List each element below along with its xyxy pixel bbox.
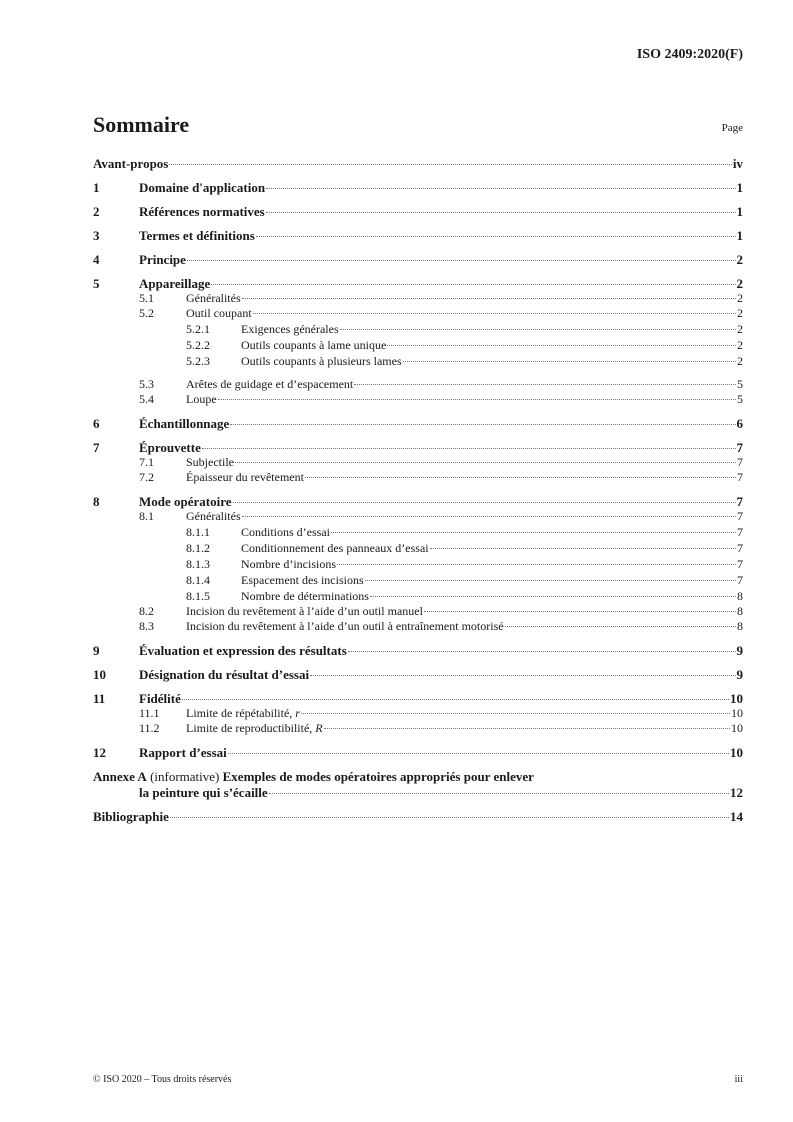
section-number: 10 [93, 667, 106, 682]
section-title: Nombre d’incisions [241, 557, 336, 571]
dot-leader [301, 713, 730, 714]
section-page: 10 [730, 691, 743, 706]
section-title: Exigences générales [241, 322, 339, 336]
toc-entry[interactable] [93, 524, 743, 540]
annex-page: 12 [730, 785, 743, 800]
section-page: 2 [737, 291, 743, 305]
section-page: 2 [736, 276, 743, 291]
toc-entry[interactable] [93, 392, 743, 407]
section-number: 7.2 [139, 470, 154, 484]
section-title: Références normatives [139, 204, 265, 219]
toc-entry[interactable] [93, 706, 743, 721]
section-title: Évaluation et expression des résultats [139, 643, 347, 658]
section-number: 7 [93, 440, 100, 455]
bibliography-page: 14 [730, 809, 743, 824]
section-title: Outil coupant [186, 306, 252, 320]
dot-leader [266, 212, 736, 213]
document-id: ISO 2409:2020(F) [636, 47, 743, 62]
section-page: 2 [737, 354, 743, 368]
dot-leader [228, 753, 729, 754]
section-title-symbol: R [315, 721, 323, 735]
section-page: 7 [736, 494, 743, 509]
dot-leader [310, 675, 735, 676]
section-title: Subjectile [186, 455, 234, 469]
toc-entry[interactable] [93, 556, 743, 572]
section-title: Échantillonnage [139, 416, 230, 431]
dot-leader [387, 345, 736, 346]
dot-leader [354, 384, 736, 385]
section-page: 5 [737, 392, 743, 406]
section-number: 8.3 [139, 619, 154, 633]
section-page: 2 [737, 322, 743, 336]
toc-entry[interactable] [93, 667, 743, 682]
section-page: 10 [731, 721, 743, 735]
section-title: Outils coupants à plusieurs lames [241, 354, 402, 368]
section-number: 8.1.5 [186, 589, 210, 603]
dot-leader [324, 728, 730, 729]
dot-leader [218, 399, 736, 400]
footer-copyright: © ISO 2020 – Tous droits réservés [93, 1074, 232, 1085]
section-number: 5.2.2 [186, 338, 210, 352]
section-title: Loupe [186, 392, 217, 406]
section-title: Outils coupants à lame unique [241, 338, 387, 352]
dot-leader [370, 596, 736, 597]
toc-entry-bibliography[interactable] [93, 809, 743, 824]
toc-entry[interactable] [93, 291, 743, 306]
section-title: Conditionnement des panneaux d’essai [241, 541, 429, 555]
section-title-symbol: r [295, 706, 300, 720]
section-page: iv [732, 156, 743, 171]
dot-leader [233, 502, 736, 503]
toc-entry[interactable] [93, 337, 743, 353]
section-page: 10 [730, 745, 743, 760]
dot-leader [331, 532, 736, 533]
section-number: 8.1 [139, 509, 154, 523]
toc-entry[interactable] [93, 721, 743, 736]
toc-entry[interactable] [93, 540, 743, 556]
section-title: Arêtes de guidage et d’espacement [186, 377, 354, 391]
section-page: 1 [736, 204, 743, 219]
section-title: Limite de répétabilité, r [186, 706, 300, 720]
page-title: Sommaire [93, 112, 190, 137]
section-number: 12 [93, 745, 106, 760]
section-title: Fidélité [139, 691, 181, 706]
dot-leader [348, 651, 736, 652]
section-number: 5.4 [139, 392, 154, 406]
section-page: 7 [737, 455, 743, 469]
section-number: 5.3 [139, 377, 154, 391]
section-title: Conditions d’essai [241, 525, 330, 539]
section-title: Termes et définitions [139, 228, 255, 243]
dot-leader [403, 361, 736, 362]
dot-leader [211, 284, 735, 285]
section-title: Mode opératoire [139, 494, 232, 509]
annex-title-line1: Exemples de modes opératoires appropriés pour enlever [222, 769, 534, 784]
dot-leader [337, 564, 736, 565]
dot-leader [424, 611, 736, 612]
section-title: Généralités [186, 291, 241, 305]
toc-entry[interactable] [93, 572, 743, 588]
section-number: 11.1 [139, 706, 160, 720]
dot-leader [242, 516, 736, 517]
section-title: Domaine d'application [139, 180, 266, 195]
section-title: Nombre de déterminations [241, 589, 369, 603]
dot-leader [305, 477, 736, 478]
toc-entry[interactable] [93, 252, 743, 267]
section-page: 7 [737, 470, 743, 484]
toc-entry[interactable] [93, 321, 743, 337]
section-number: 8.1.2 [186, 541, 210, 555]
toc-entry[interactable] [93, 353, 743, 369]
section-number: 5.1 [139, 291, 154, 305]
section-title: Incision du revêtement à l’aide d’un outil à entraînement motorisé [186, 619, 504, 633]
toc-entry[interactable] [93, 494, 743, 509]
footer-page-number: iii [734, 1074, 743, 1085]
section-page: 1 [736, 228, 743, 243]
section-number: 8.1.4 [186, 573, 210, 587]
section-page: 2 [737, 338, 743, 352]
section-page: 7 [737, 573, 743, 587]
toc-entry[interactable] [93, 604, 743, 619]
dot-leader [235, 462, 736, 463]
toc-entry[interactable] [93, 643, 743, 658]
annex-label: Annexe A [93, 769, 147, 784]
section-number: 5.2.1 [186, 322, 210, 336]
section-title: Espacement des incisions [241, 573, 364, 587]
dot-leader [242, 298, 736, 299]
section-number: 8.1.1 [186, 525, 210, 539]
section-number: 2 [93, 204, 100, 219]
section-number: 8 [93, 494, 100, 509]
section-title: Rapport d’essai [139, 745, 227, 760]
section-number: 3 [93, 228, 100, 243]
bibliography-title: Bibliographie [93, 809, 169, 824]
section-page: 1 [736, 180, 743, 195]
section-title: Incision du revêtement à l’aide d’un outil manuel [186, 604, 423, 618]
dot-leader [169, 164, 732, 165]
dot-leader [170, 817, 729, 818]
section-page: 7 [737, 541, 743, 555]
section-title: Principe [139, 252, 186, 267]
section-page: 8 [737, 619, 743, 633]
toc-entry[interactable] [93, 455, 743, 470]
section-number: 7.1 [139, 455, 154, 469]
section-title: Éprouvette [139, 440, 201, 455]
section-number: 6 [93, 416, 100, 431]
toc-entry[interactable] [93, 306, 743, 321]
section-number: 4 [93, 252, 100, 267]
annex-note: (informative) [150, 769, 220, 784]
toc-entry[interactable] [93, 416, 743, 431]
toc-entry[interactable] [93, 228, 743, 243]
dot-leader [505, 626, 736, 627]
section-page: 2 [736, 252, 743, 267]
toc-entry[interactable] [93, 204, 743, 219]
section-title: Épaisseur du revêtement [186, 470, 304, 484]
section-page: 5 [737, 377, 743, 391]
section-page: 9 [736, 667, 743, 682]
toc-entry[interactable] [93, 440, 743, 455]
toc-entry[interactable] [93, 619, 743, 634]
toc-entry[interactable] [93, 156, 743, 171]
dot-leader [202, 448, 736, 449]
dot-leader [256, 236, 736, 237]
section-page: 9 [736, 643, 743, 658]
section-title: Appareillage [139, 276, 211, 291]
section-title: Limite de reproductibilité, R [186, 721, 323, 735]
section-number: 5 [93, 276, 100, 291]
dot-leader [266, 188, 735, 189]
section-page: 7 [737, 525, 743, 539]
section-page: 10 [731, 706, 743, 720]
section-number: 11 [93, 691, 106, 706]
section-number: 9 [93, 643, 100, 658]
dot-leader [187, 260, 736, 261]
dot-leader [430, 548, 736, 549]
toc-entry[interactable] [93, 180, 743, 195]
page-column-label: Page [721, 122, 743, 134]
dot-leader [365, 580, 736, 581]
section-page: 6 [736, 416, 743, 431]
section-number: 8.1.3 [186, 557, 210, 571]
table-of-contents [93, 156, 743, 824]
toc-entry[interactable] [93, 691, 743, 706]
toc-entry[interactable] [93, 745, 743, 760]
section-page: 8 [737, 604, 743, 618]
section-number: 5.2.3 [186, 354, 210, 368]
section-number: 5.2 [139, 306, 154, 320]
section-page: 8 [737, 589, 743, 603]
section-title: Avant-propos [93, 156, 169, 171]
toc-entry-annex-a[interactable] [93, 769, 743, 801]
dot-leader [340, 329, 736, 330]
dot-leader [253, 313, 736, 314]
section-page: 7 [737, 557, 743, 571]
toc-entry[interactable] [93, 588, 743, 604]
section-title: Désignation du résultat d’essai [139, 667, 310, 682]
annex-title-line2: la peinture qui s’écaille [139, 785, 268, 800]
toc-entry[interactable] [93, 470, 743, 485]
section-number: 1 [93, 180, 100, 195]
section-page: 2 [737, 306, 743, 320]
dot-leader [269, 793, 729, 794]
section-page: 7 [736, 440, 743, 455]
toc-entry[interactable] [93, 377, 743, 392]
section-title: Généralités [186, 509, 241, 523]
dot-leader [182, 699, 729, 700]
toc-entry[interactable] [93, 509, 743, 524]
toc-entry[interactable] [93, 276, 743, 291]
section-number: 11.2 [139, 721, 160, 735]
section-number: 8.2 [139, 604, 154, 618]
dot-leader [230, 424, 735, 425]
section-page: 7 [737, 509, 743, 523]
